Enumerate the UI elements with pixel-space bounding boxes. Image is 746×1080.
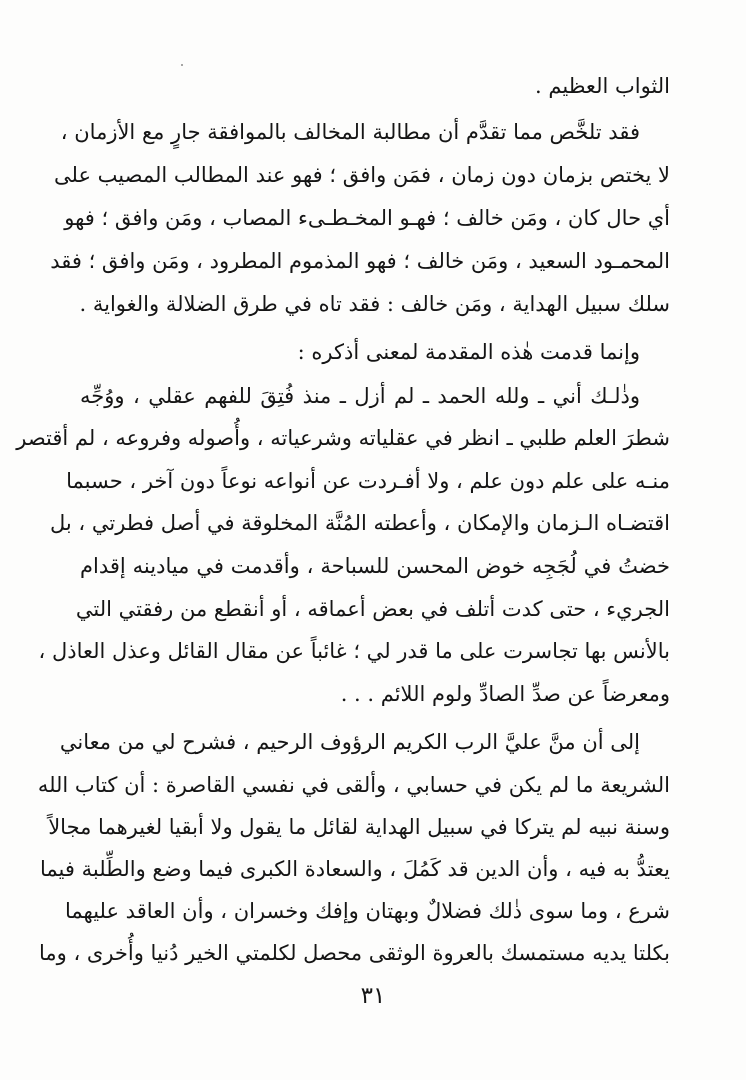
text-line: اقتضـاه الـزمان والإمكان ، وأعطته المُنَّة المخلوقة في أصل فطرتي ، بل xyxy=(49,511,670,535)
paragraph-start-line: وذٰلـك أني ـ ولله الحمد ـ لم أزل ـ منذ فُتِقَ للفهم عقلي ، ووُجِّه xyxy=(80,384,640,408)
text-line: الثواب العظيم . xyxy=(535,74,670,98)
text-line: المحمـود السعيد ، ومَن خالف ؛ فهو المذموم المطرود ، ومَن وافق ؛ فقد xyxy=(50,249,670,273)
text-line: خضتُ في لُجَجِه خوض المحسن للسباحة ، وأقدمت في ميادينه إقدام xyxy=(80,554,670,578)
text-line: سلك سبيل الهداية ، ومَن خالف : فقد تاه في طرق الضلالة والغواية . xyxy=(79,292,670,316)
text-line: شرع ، وما سوى ذٰلك فضلالٌ وبهتان وإفك وخسران ، وأن العاقد عليهما xyxy=(64,899,670,923)
text-line: لا يختص بزمان دون زمان ، فمَن وافق ؛ فهو عند المطالب المصيب على xyxy=(54,163,670,187)
text-line: بكلتا يديه مستمسك بالعروة الوثقى محصل لكلمتي الخير دُنيا وأُخرى ، وما xyxy=(38,941,670,965)
text-line: بالأنس بها تجاسرت على ما قدر لي ؛ غائباً عن مقال القائل وعذل العاذل ، xyxy=(38,639,670,663)
text-line: يعتدُّ به فيه ، وأن الدين قد كَمُلَ ، والسعادة الكبرى فيما وضع والطِّلبة فيما xyxy=(40,857,670,881)
page-number: ٣١ xyxy=(360,983,386,1009)
text-line: الجريء ، حتى كدت أتلف في بعض أعماقه ، أو أنقطع من رفقتي التي xyxy=(75,597,670,621)
text-line: منـه على علم دون علم ، ولا أفـردت عن أنواعه نوعاً دون آخر ، حسبما xyxy=(66,469,670,493)
text-line: شطرَ العلم طلبي ـ انظر في عقلياته وشرعياته ، وأُصوله وفروعه ، لم أقتصر xyxy=(16,426,670,450)
text-line: الشريعة ما لم يكن في حسابي ، وألقى في نفسي القاصرة : أن كتاب الله xyxy=(37,773,670,797)
paragraph-start-line: فقد تلخَّص مما تقدَّم أن مطالبة المخالف بالموافقة جارٍ مع الأزمان ، xyxy=(60,120,640,144)
text-line: أي حال كان ، ومَن خالف ؛ فهـو المخـطـىء المصاب ، ومَن وافق ؛ فهو xyxy=(64,206,670,230)
paragraph-start-line: إلى أن منَّ عليَّ الرب الكريم الرؤوف الرحيم ، فشرح لي من معاني xyxy=(59,730,640,754)
paragraph-start-line: وإنما قدمت هٰذه المقدمة لمعنى أذكره : xyxy=(297,340,640,364)
text-line: وسنة نبيه لم يتركا في سبيل الهداية لقائل ما يقول ولا أبقيا لغيرهما مجالاً xyxy=(48,815,670,839)
ink-speck xyxy=(181,64,183,66)
text-line: ومعرضاً عن صدِّ الصادِّ ولوم اللائم . . . xyxy=(340,682,670,706)
